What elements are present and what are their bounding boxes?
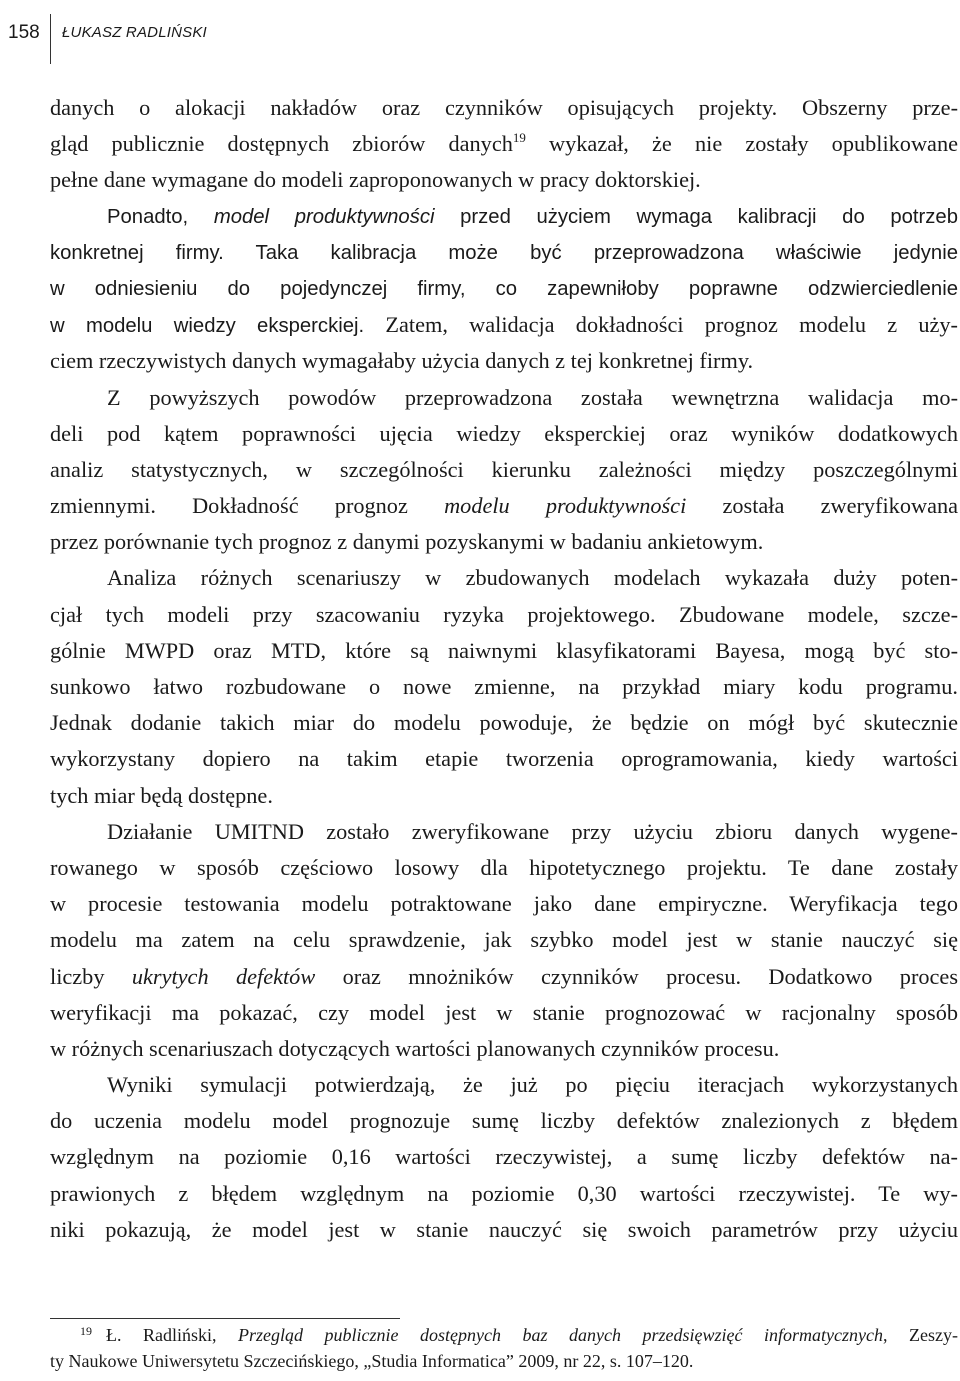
text-line: Analiza różnych scenariuszy w zbudowanych modelach wykazała duży poten- (107, 565, 958, 591)
text-line: ciem rzeczywistych danych wymagałaby użycia danych z tej konkretnej firmy. (50, 348, 754, 374)
footnotes (50, 1322, 958, 1374)
text-line: gólnie MWPD oraz MTD, które są naiwnymi klasyfikatorami Bayesa, mogą być sto- (50, 637, 958, 663)
text-line: cjał tych modeli przy szacowaniu ryzyka projektowego. Zbudowane modele, szcze- (50, 601, 958, 627)
text-line: w odniesieniu do pojedynczej firmy, co zapewniłoby poprawne odzwierciedlenie (50, 277, 958, 300)
text-line: rowanego w sposób częściowo losowy dla hipotetycznego projektu. Te dane zostały (50, 854, 958, 880)
text-line: w różnych scenariuszach dotyczących wartości planowanych czynników procesu. (50, 1035, 780, 1061)
text-line: wykorzystany dopiero na takim etapie tworzenia oprogramowania, kiedy wartości (50, 746, 958, 772)
text-line: sunkowo łatwo rozbudowane o nowe zmienne, na przykład miary kodu programu. (50, 674, 958, 699)
body-text (50, 90, 958, 1248)
page-number: 158 (8, 22, 40, 43)
header-divider (50, 14, 51, 64)
text-line: danych o alokacji nakładów oraz czynników opisujących projekty. Obszerny prze- (50, 95, 958, 120)
text-line: deli pod kątem poprawności ujęcia wiedzy eksperckiej oraz wyników dodatkowych (50, 420, 958, 446)
text-line: pełne dane wymagane do modeli zaproponowanych w pracy doktorskiej. (50, 167, 701, 193)
text-line: konkretnej firmy. Taka kalibracja może być przeprowadzona właściwie jedynie (50, 241, 958, 264)
text-line: analiz statystycznych, w szczególności kierunku zależności między poszczególnymi (50, 456, 958, 482)
text-line: do uczenia modelu model prognozuje sumę liczby defektów znalezionych z błędem (50, 1108, 958, 1134)
text-line: weryfikacji ma pokazać, czy model jest w stanie prognozować w racjonalny sposób (50, 999, 958, 1025)
text-line: zmiennymi. Dokładność prognoz modelu produktywności została zweryfikowana (50, 493, 959, 519)
footnote-line: 19 Ł. Radliński, Przegląd publicznie dostępnych baz danych przedsięwzięć informatycznych, Zeszy- (80, 1324, 958, 1345)
text-line: Ponadto, model produktywności przed użyciem wymaga kalibracji do potrzeb (107, 205, 958, 228)
text-line: przez porównanie tych prognoz z danymi pozyskanymi w badaniu ankietowym. (50, 529, 764, 555)
text-line: niki pokazują, że model jest w stanie nauczyć się swoich parametrów przy użyciu (50, 1216, 958, 1242)
running-head: ŁUKASZ RADLIŃSKI (62, 24, 207, 41)
footnote-line: ty Naukowe Uniwersytetu Szczecińskiego, „Studia Informatica” 2009, nr 22, s. 107–120. (50, 1351, 694, 1371)
text-line: w modelu wiedzy eksperckiej. Zatem, walidacja dokładności prognoz modelu z uży- (50, 312, 958, 338)
text-line: Jednak dodanie takich miar do modelu powoduje, że będzie on mógł być skutecznie (50, 710, 958, 736)
page-header (0, 14, 960, 64)
text-line: Wyniki symulacji potwierdzają, że już po pięciu iteracjach wykorzystanych (107, 1072, 958, 1098)
text-line: Z powyższych powodów przeprowadzona została wewnętrzna walidacja mo- (107, 384, 958, 410)
text-line: Działanie UMITND zostało zweryfikowane przy użyciu zbioru danych wygene- (107, 818, 958, 844)
footnote-divider (50, 1318, 400, 1319)
text-line: modelu ma zatem na celu sprawdzenie, jak szybko model jest w stanie nauczyć się (50, 927, 958, 953)
footnote-reference[interactable]: 19 (512, 130, 526, 146)
text-line: gląd publicznie dostępnych zbiorów danych$^{19}$ wykazał, że nie zostały opublikowane (50, 130, 958, 157)
text-line: tych miar będą dostępne. (50, 782, 273, 808)
text-line: w procesie testowania modelu potraktowane jako dane empiryczne. Weryfikacja tego (50, 891, 958, 917)
text-line: prawionych z błędem względnym na poziomie 0,30 wartości rzeczywistej. Te wy- (50, 1180, 958, 1206)
text-line: liczby ukrytych defektów oraz mnożników czynników procesu. Dodatkowo proces (50, 963, 958, 989)
text-line: względnym na poziomie 0,16 wartości rzeczywistej, a sumę liczby defektów na- (50, 1144, 958, 1170)
